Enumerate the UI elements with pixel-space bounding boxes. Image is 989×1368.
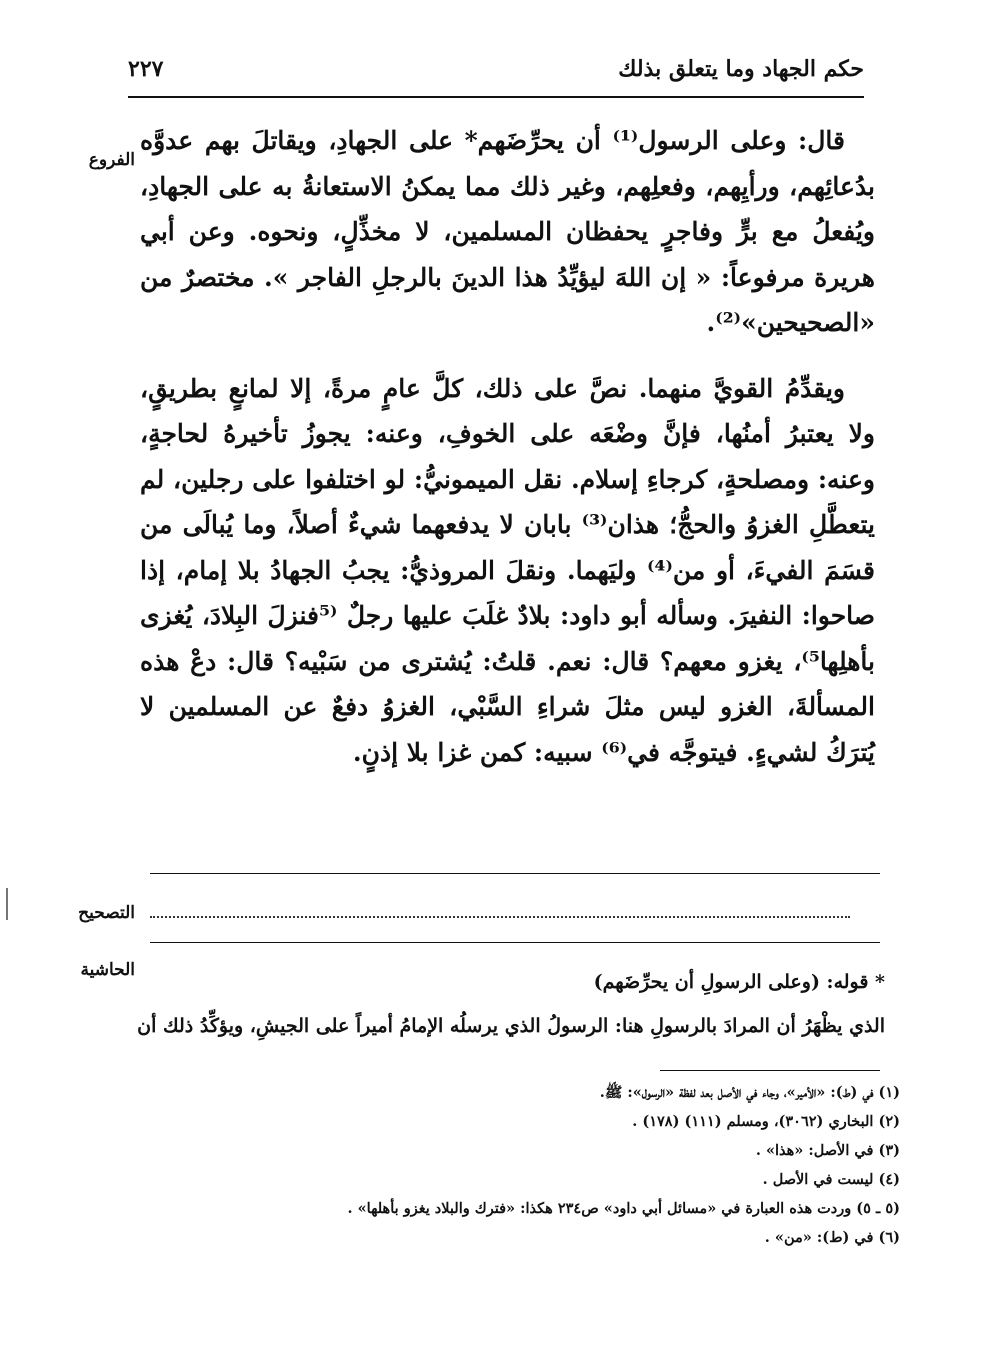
hashiya-heading: * قوله: (وعلى الرسولِ أن يحرِّضَهم) xyxy=(593,971,885,993)
paragraph-2: ويقدِّمُ القويَّ منهما. نصَّ على ذلك، كلَّ عامٍ مرةً، إلا لمانعٍ بطريقٍ، ولا يعتبرُ أمنُها، فإنَّ وضْعَه على الخوفِ، وعنه: يجوزُ تأخيرهُ لحاجةٍ، وعنه: ومصلحةٍ، كرجاءِ إسلام. نقل الميمونيُّ: لو اختلفوا على رجلين، لم يتعطَّلِ الغزوُ والحجُّ؛ هذان⁽³⁾ بابان لا يدفعهما شيءٌ أصلاً، وما يُبالَى من قسَمَ الفيءَ، أو من⁽⁴⁾ وليَهما. ونقلَ المروذيُّ: يجبُ الجهادُ بلا إمام، إذا صاحوا: النفيرَ. وسأله أبو داود: بلادٌ غلَبَ عليها رجلٌ ⁽⁵فنزلَ البِلادَ، يُغزى بأهلِها⁵⁾، يغزو معهم؟ قال: نعم. قلتُ: يُشترى من سَبْيه؟ قال: دعْ هذه المسألةَ، الغزو ليس مثلَ شراءِ السَّبْي، الغزوُ دفعٌ عن المسلمين لا يُترَكُ لشيءٍ. فيتوجَّه في⁽⁶⁾ سبيه: كمن غزا بلا إذنٍ. xyxy=(140,373,876,767)
footnote-item: (٥ ـ ٥) وردت هذه العبارة في «مسائل أبي داود» ص٢٣٤ هكذا: «فترك والبلاد يغزو بأهلها» . xyxy=(347,1200,900,1217)
footnote-item: (١) في (ط): «الأمير»، وجاء في الأصل بعد لفظة «الرسول»: ﷺ. xyxy=(599,1084,900,1101)
tashih-dotted-line xyxy=(150,916,850,918)
hashiya-text xyxy=(137,960,885,1048)
paragraph-1: قال: وعلى الرسول⁽¹⁾ أن يحرِّضَهم* على الجهادِ، ويقاتلَ بهم عدوَّه بدُعائِهم، ورأيِهم، وفعلِهم، وغير ذلك مما يمكنُ الاستعانةُ به على الجهادِ، ويُفعلُ مع برٍّ وفاجرٍ يحفظان المسلمين، لا مخذِّلٍ، ونحوه. وعن أبي هريرة مرفوعاً: « إن اللهَ ليؤيِّدُ هذا الدينَ بالرجلِ الفاجر ». مختصرٌ من «الصحيحين»⁽²⁾. xyxy=(140,126,875,337)
side-label-tashih: التصحيح xyxy=(78,903,135,923)
footnote-item: (٤) ليست في الأصل . xyxy=(762,1171,900,1188)
footnote-rule xyxy=(660,1070,880,1071)
main-text xyxy=(140,118,875,775)
header-title: حكم الجهاد وما يتعلق بذلك xyxy=(618,56,864,82)
side-label-furu: الفروع xyxy=(88,150,135,170)
footnotes xyxy=(200,1078,900,1252)
footnote-item: (٢) البخاري (٣٠٦٢)، ومسلم (١١١) (١٧٨) . xyxy=(632,1113,900,1130)
hashiya-line: الذي يظْهَرُ أن المرادَ بالرسولِ هنا: الرسولُ الذي يرسلُه الإمامُ أميراً على الجيشِ، ويؤكِّدُ ذلك أن xyxy=(137,1015,885,1037)
page-number: ٢٢٧ xyxy=(128,56,164,82)
footnote-item: (٣) في الأصل: «هذا» . xyxy=(755,1142,900,1159)
scan-edge-mark xyxy=(6,888,8,920)
running-header xyxy=(128,56,864,98)
tashih-end-rule xyxy=(150,942,880,943)
body-end-rule xyxy=(150,873,880,874)
footnote-item: (٦) في (ط): «من» . xyxy=(764,1229,900,1246)
side-label-hashiya: الحاشية xyxy=(80,960,135,980)
